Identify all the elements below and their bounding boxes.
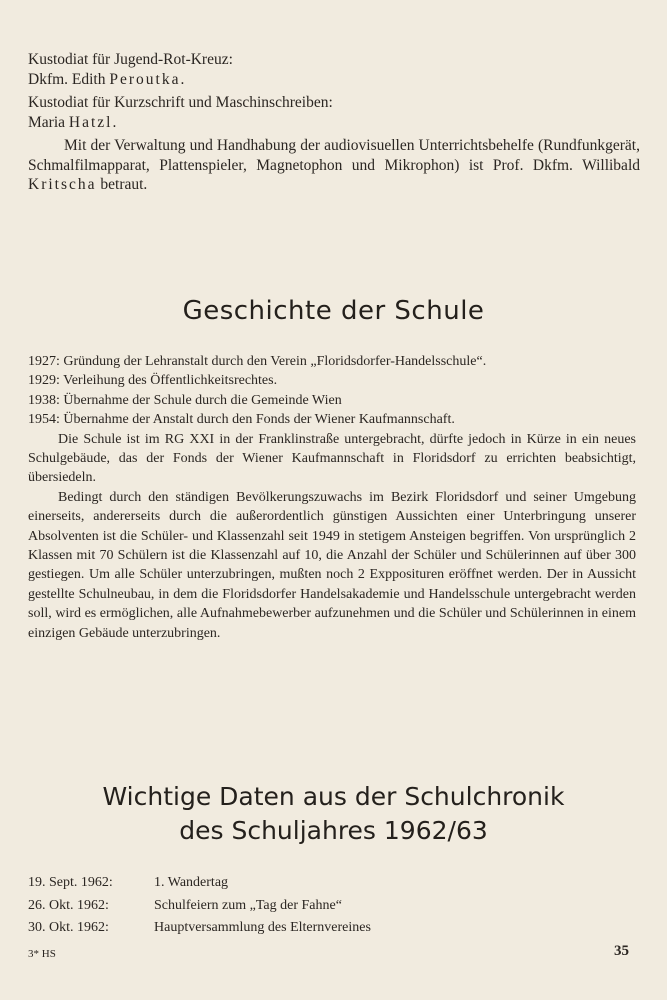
chronicle-entry bbox=[28, 917, 636, 940]
jrk-name-prefix: Dkfm. Edith bbox=[28, 70, 106, 88]
steno-name-suffix: . bbox=[112, 113, 117, 131]
av-surname: Kritscha bbox=[28, 176, 97, 193]
history-section bbox=[28, 352, 636, 643]
av-text-after: betraut. bbox=[100, 176, 148, 193]
chronicle-entry-date: 19. Sept. 1962: bbox=[28, 875, 113, 890]
chronicle-list bbox=[28, 872, 636, 940]
jrk-title: Kustodiat für Jugend-Rot-Kreuz: bbox=[28, 51, 233, 68]
steno-name-surname: Hatzl bbox=[68, 113, 113, 131]
history-event-1938: 1938: Übernahme der Schule durch die Gemeinde Wien bbox=[28, 392, 342, 408]
av-paragraph bbox=[28, 136, 640, 195]
chronicle-entry-text: Hauptversammlung des Elternvereines bbox=[154, 920, 371, 935]
history-paragraph-growth: Bedingt durch den ständigen Bevölkerungszuwachs im Bezirk Floridsdorf und seiner Umgebung einerseits, andererseits durch die außerordentlich günstigen Aussichten einer Unterbringung unserer Absolventen ist die Schüler- und Klassenzahl seit 1949 in stetigem Ansteigen begriffen. Von ursprünglich 2 Klassen mit 70 Schülern ist die Klassenzahl auf 10, die Anzahl der Schüler und Schülerinnen auf über 300 gestiegen. Um alle Schüler unterzubringen, mußten noch 2 Expposituren eröffnet werden. Der in Aussicht gestellte Schulneubau, in dem die Floridsdorfer Handelsakademie und Handelsschule untergebracht werden soll, wird es ermöglichen, alle Aufnahmebewerber aufzunehmen und die Schüler und Schülerinnen in einem einzigen Gebäude unterzubringen. bbox=[28, 489, 636, 641]
chronicle-heading-line2: des Schuljahres 1962/63 bbox=[179, 816, 488, 845]
staff-section bbox=[28, 50, 640, 195]
history-heading: Geschichte der Schule bbox=[182, 296, 485, 326]
history-event-1927: 1927: Gründung der Lehranstalt durch den Verein „Floridsdorfer-Handelsschule“. bbox=[28, 354, 487, 369]
history-paragraph-location: Die Schule ist im RG XXI in der Franklinstraße untergebracht, dürfte jedoch in Kürze in ein neues Schulgebäude, das der Fonds der Wiener Kaufmannschaft in Floridsdorf zu errichten beabsichtigt, übersiedeln. bbox=[28, 431, 636, 486]
av-text-before: Mit der Verwaltung und Handhabung der audiovisuellen Unterrichtsbehelfe (Rundfunkgerät, Schmalfilmapparat, Plattenspieler, Magnetophon und Mikrophon) ist Prof. Dkfm. Willibald bbox=[28, 137, 640, 174]
chronicle-entry bbox=[28, 872, 636, 895]
chronicle-entry-text: 1. Wandertag bbox=[154, 875, 229, 890]
page-number: 35 bbox=[614, 943, 629, 959]
history-event-1929: 1929: Verleihung des Öffentlichkeitsrechtes. bbox=[28, 373, 278, 389]
history-event-1954: 1954: Übernahme der Anstalt durch den Fonds der Wiener Kaufmannschaft. bbox=[28, 412, 455, 428]
jrk-name-suffix: . bbox=[180, 70, 185, 88]
chronicle-heading-line1: Wichtige Daten aus der Schulchronik bbox=[102, 782, 565, 811]
chronicle-entry-date: 26. Okt. 1962: bbox=[28, 897, 109, 913]
chronicle-entry-date: 30. Okt. 1962: bbox=[28, 920, 109, 935]
chronicle-entry bbox=[28, 895, 636, 918]
signature-mark: 3* HS bbox=[28, 948, 56, 960]
steno-name-first: Maria bbox=[28, 113, 66, 131]
jrk-name bbox=[28, 70, 640, 90]
steno-name bbox=[28, 113, 640, 133]
chronicle-entry-text: Schulfeiern zum „Tag der Fahne“ bbox=[154, 897, 342, 913]
jrk-name-surname: Peroutka bbox=[109, 70, 181, 88]
steno-title: Kustodiat für Kurzschrift und Maschinschreiben: bbox=[28, 94, 333, 111]
